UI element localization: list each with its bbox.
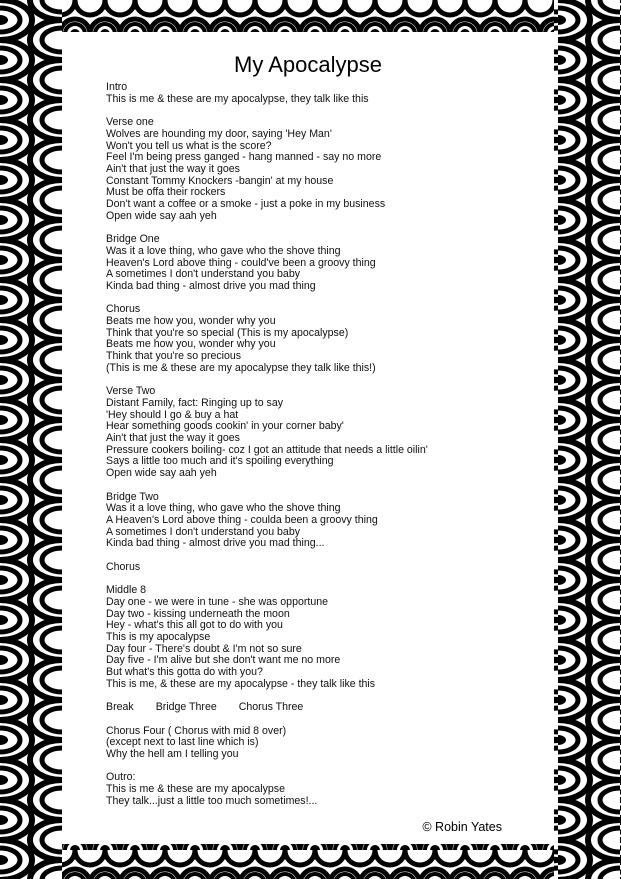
- lyric-section: [106, 726, 428, 761]
- lyric-line: A sometimes I don't understand you baby: [106, 525, 301, 538]
- lyric-line: They talk...just a little too much sometimes!...: [106, 794, 318, 807]
- lyric-line: Ain't that just the way it goes: [106, 162, 240, 175]
- lyric-line: Feel I'm being press ganged - hang manned - say no more: [106, 151, 382, 164]
- section-heading: Verse Two: [106, 385, 156, 398]
- break-row-item: Chorus Three: [238, 701, 304, 714]
- copyright-notice: © Robin Yates: [422, 820, 502, 834]
- lyric-line: Open wide say aah yeh: [106, 209, 217, 222]
- lyric-line: This is me, & these are my apocalypse - they talk like this: [106, 677, 376, 690]
- section-heading: Chorus: [106, 560, 141, 573]
- lyric-line: Beats me how you, wonder why you: [106, 338, 276, 351]
- lyric-section: [106, 82, 428, 105]
- lyric-line: But what's this gotta do with you?: [106, 666, 263, 679]
- lyric-line: Day four - There's doubt & I'm not so sure: [106, 642, 302, 655]
- lyric-section: [106, 562, 428, 574]
- lyric-line: A sometimes I don't understand you baby: [106, 268, 301, 281]
- lyric-line: Why the hell am I telling you: [106, 747, 239, 760]
- lyrics-body: [106, 82, 428, 819]
- lyric-line: Think that you're so special (This is my apocalypse): [106, 326, 349, 339]
- lyric-line: Day one - we were in tune - she was opportune: [106, 595, 329, 608]
- lyric-line: This is my apocalypse: [106, 630, 211, 643]
- lyric-line: Kinda bad thing - almost drive you mad thing...: [106, 537, 325, 550]
- lyric-section: [106, 234, 428, 293]
- lyric-line: Was it a love thing, who gave who the shove thing: [106, 502, 341, 515]
- lyric-line: Won't you tell us what is the score?: [106, 139, 272, 152]
- lyric-line: This is me & these are my apocalypse, they talk like this: [106, 92, 369, 105]
- section-heading: Chorus Four ( Chorus with mid 8 over): [106, 724, 287, 737]
- lyric-section: [106, 117, 428, 222]
- lyric-section: [106, 304, 428, 374]
- lyric-line: Distant Family, fact: Ringing up to say: [106, 396, 284, 409]
- section-heading: Middle 8: [106, 584, 147, 597]
- lyric-section: [106, 386, 428, 480]
- section-heading: Verse one: [106, 116, 154, 129]
- lyric-line: Must be offa their rockers: [106, 186, 226, 199]
- lyric-line: Think that you're so precious: [106, 350, 242, 363]
- lyric-line: Beats me how you, wonder why you: [106, 315, 276, 328]
- section-heading: Outro:: [106, 771, 136, 784]
- lyric-line: (except next to last line which is): [106, 736, 259, 749]
- section-heading: Bridge One: [106, 233, 160, 246]
- lyric-section: [106, 492, 428, 551]
- lyric-line: Was it a love thing, who gave who the shove thing: [106, 244, 341, 257]
- section-heading: Bridge Two: [106, 490, 159, 503]
- lyric-line: Hear something goods cookin' in your corner baby': [106, 420, 344, 433]
- page-title: My Apocalypse: [234, 52, 382, 77]
- lyrics-page: [62, 32, 554, 844]
- section-heading: Chorus: [106, 303, 141, 316]
- lyric-line: Ain't that just the way it goes: [106, 432, 240, 445]
- lyric-line: (This is me & these are my apocalypse they talk like this!): [106, 361, 376, 374]
- lyric-line: Day two - kissing underneath the moon: [106, 607, 290, 620]
- lyric-line: Hey - what's this all got to do with you: [106, 619, 283, 632]
- break-row-item: Bridge Three: [155, 701, 217, 714]
- lyric-line: 'Hey should I go & buy a hat: [106, 408, 239, 421]
- lyric-line: Says a little too much and it's spoiling everything: [106, 455, 334, 468]
- break-row-item: Break: [106, 701, 134, 714]
- lyric-line: Pressure cookers boiling- coz I got an attitude that needs a little oilin': [106, 443, 428, 456]
- lyric-line: Heaven's Lord above thing - could've been a groovy thing: [106, 256, 376, 269]
- break-row: [106, 702, 428, 714]
- lyric-line: Don't want a coffee or a smoke - just a poke in my business: [106, 198, 386, 211]
- lyric-line: A Heaven's Lord above thing - coulda been a groovy thing: [106, 513, 378, 526]
- lyric-line: Constant Tommy Knockers -bangin' at my house: [106, 174, 334, 187]
- lyric-line: Wolves are hounding my door, saying 'Hey Man': [106, 127, 332, 140]
- lyric-line: Day five - I'm alive but she don't want me no more: [106, 654, 341, 667]
- lyric-line: Kinda bad thing - almost drive you mad thing: [106, 279, 316, 292]
- lyric-section: [106, 585, 428, 690]
- lyric-line: This is me & these are my apocalypse: [106, 783, 285, 796]
- lyric-section: [106, 772, 428, 807]
- section-heading: Intro: [106, 81, 128, 93]
- lyric-line: Open wide say aah yeh: [106, 467, 217, 480]
